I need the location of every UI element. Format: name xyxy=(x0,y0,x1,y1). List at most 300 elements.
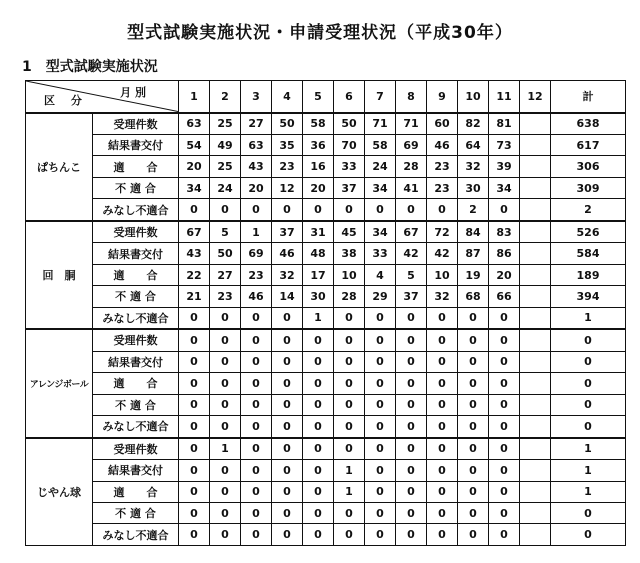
value-cell: 0 xyxy=(210,460,241,481)
value-cell: 46 xyxy=(241,286,272,307)
value-cell: 20 xyxy=(241,177,272,198)
category-label: 区 分 xyxy=(44,93,88,107)
value-cell: 0 xyxy=(489,502,520,523)
value-cell: 0 xyxy=(427,307,458,329)
value-cell: 0 xyxy=(210,524,241,546)
value-cell: 58 xyxy=(303,113,334,135)
category-cell: アレンジボール xyxy=(26,329,93,437)
value-cell: 0 xyxy=(396,394,427,415)
value-cell: 0 xyxy=(303,502,334,523)
value-cell: 0 xyxy=(396,438,427,460)
value-cell: 83 xyxy=(489,221,520,243)
value-cell: 0 xyxy=(210,307,241,329)
value-cell xyxy=(520,221,551,243)
row-label: 不 適 合 xyxy=(93,502,179,523)
value-cell: 0 xyxy=(396,373,427,394)
row-label: みなし不適合 xyxy=(93,307,179,329)
value-cell: 0 xyxy=(179,460,210,481)
total-cell: 0 xyxy=(551,524,626,546)
value-cell: 0 xyxy=(241,329,272,351)
value-cell: 50 xyxy=(210,243,241,264)
value-cell xyxy=(520,524,551,546)
value-cell: 39 xyxy=(489,156,520,177)
category-cell: じやん球 xyxy=(26,438,93,546)
value-cell: 0 xyxy=(396,481,427,502)
table-row xyxy=(26,156,626,177)
value-cell: 0 xyxy=(458,524,489,546)
table-row xyxy=(26,481,626,502)
total-cell: 1 xyxy=(551,460,626,481)
month-header-7: 7 xyxy=(365,81,396,113)
row-label: 結果書交付 xyxy=(93,135,179,156)
total-cell: 189 xyxy=(551,264,626,285)
total-cell: 0 xyxy=(551,416,626,438)
value-cell: 71 xyxy=(365,113,396,135)
table-row xyxy=(26,373,626,394)
value-cell: 0 xyxy=(365,524,396,546)
value-cell: 5 xyxy=(210,221,241,243)
value-cell: 32 xyxy=(427,286,458,307)
value-cell xyxy=(520,329,551,351)
row-label: 受理件数 xyxy=(93,221,179,243)
value-cell: 20 xyxy=(489,264,520,285)
value-cell: 17 xyxy=(303,264,334,285)
value-cell: 0 xyxy=(241,373,272,394)
value-cell: 0 xyxy=(489,329,520,351)
value-cell: 0 xyxy=(427,329,458,351)
row-label: 結果書交付 xyxy=(93,351,179,372)
value-cell: 0 xyxy=(334,373,365,394)
table-row xyxy=(26,199,626,221)
table-row xyxy=(26,460,626,481)
total-header: 計 xyxy=(551,81,626,113)
value-cell: 0 xyxy=(396,502,427,523)
value-cell: 0 xyxy=(396,460,427,481)
value-cell: 0 xyxy=(458,351,489,372)
value-cell: 0 xyxy=(365,329,396,351)
value-cell: 0 xyxy=(334,502,365,523)
row-label: みなし不適合 xyxy=(93,199,179,221)
table-row xyxy=(26,286,626,307)
month-header-9: 9 xyxy=(427,81,458,113)
row-label: みなし不適合 xyxy=(93,416,179,438)
value-cell: 37 xyxy=(334,177,365,198)
value-cell: 22 xyxy=(179,264,210,285)
total-cell: 0 xyxy=(551,351,626,372)
value-cell: 0 xyxy=(179,438,210,460)
month-header-8: 8 xyxy=(396,81,427,113)
category-cell: ぱちんこ xyxy=(26,113,93,221)
value-cell: 19 xyxy=(458,264,489,285)
value-cell: 0 xyxy=(241,199,272,221)
value-cell: 0 xyxy=(427,438,458,460)
value-cell: 0 xyxy=(365,416,396,438)
value-cell: 86 xyxy=(489,243,520,264)
value-cell: 0 xyxy=(210,351,241,372)
value-cell: 0 xyxy=(365,394,396,415)
value-cell xyxy=(520,481,551,502)
value-cell: 0 xyxy=(365,373,396,394)
row-label: 受理件数 xyxy=(93,438,179,460)
value-cell: 42 xyxy=(427,243,458,264)
month-header-12: 12 xyxy=(520,81,551,113)
value-cell: 84 xyxy=(458,221,489,243)
table-row xyxy=(26,329,626,351)
value-cell: 0 xyxy=(241,502,272,523)
value-cell: 0 xyxy=(303,199,334,221)
value-cell: 0 xyxy=(241,416,272,438)
value-cell: 0 xyxy=(272,329,303,351)
table-row xyxy=(26,438,626,460)
value-cell: 0 xyxy=(458,394,489,415)
value-cell: 23 xyxy=(272,156,303,177)
value-cell: 64 xyxy=(458,135,489,156)
value-cell: 87 xyxy=(458,243,489,264)
value-cell: 34 xyxy=(489,177,520,198)
row-label: 適 合 xyxy=(93,373,179,394)
value-cell: 0 xyxy=(427,524,458,546)
inspection-table xyxy=(25,80,626,546)
row-label: みなし不適合 xyxy=(93,524,179,546)
value-cell: 69 xyxy=(396,135,427,156)
value-cell: 0 xyxy=(396,351,427,372)
value-cell: 0 xyxy=(489,438,520,460)
value-cell: 0 xyxy=(334,524,365,546)
value-cell: 0 xyxy=(427,460,458,481)
value-cell: 0 xyxy=(489,394,520,415)
value-cell: 24 xyxy=(365,156,396,177)
value-cell: 0 xyxy=(272,524,303,546)
value-cell: 10 xyxy=(427,264,458,285)
table-row xyxy=(26,307,626,329)
value-cell: 82 xyxy=(458,113,489,135)
value-cell: 0 xyxy=(179,394,210,415)
value-cell: 0 xyxy=(210,329,241,351)
value-cell: 0 xyxy=(427,199,458,221)
value-cell: 23 xyxy=(427,177,458,198)
value-cell: 25 xyxy=(210,156,241,177)
value-cell xyxy=(520,460,551,481)
value-cell: 0 xyxy=(365,199,396,221)
value-cell: 0 xyxy=(210,394,241,415)
value-cell: 20 xyxy=(303,177,334,198)
total-cell: 394 xyxy=(551,286,626,307)
value-cell: 0 xyxy=(272,438,303,460)
row-label: 適 合 xyxy=(93,264,179,285)
total-cell: 0 xyxy=(551,373,626,394)
value-cell: 0 xyxy=(365,351,396,372)
value-cell: 0 xyxy=(241,460,272,481)
value-cell: 0 xyxy=(489,351,520,372)
value-cell: 0 xyxy=(210,199,241,221)
value-cell: 0 xyxy=(334,394,365,415)
value-cell xyxy=(520,351,551,372)
value-cell: 1 xyxy=(334,460,365,481)
row-label: 不 適 合 xyxy=(93,177,179,198)
value-cell: 0 xyxy=(334,199,365,221)
value-cell: 48 xyxy=(303,243,334,264)
value-cell: 0 xyxy=(303,394,334,415)
table-row xyxy=(26,264,626,285)
table-row xyxy=(26,502,626,523)
value-cell: 67 xyxy=(396,221,427,243)
row-label: 不 適 合 xyxy=(93,394,179,415)
value-cell: 28 xyxy=(396,156,427,177)
value-cell: 24 xyxy=(210,177,241,198)
value-cell: 30 xyxy=(303,286,334,307)
value-cell: 0 xyxy=(489,307,520,329)
value-cell: 0 xyxy=(458,373,489,394)
table-row xyxy=(26,113,626,135)
value-cell: 0 xyxy=(179,502,210,523)
value-cell: 69 xyxy=(241,243,272,264)
value-cell xyxy=(520,502,551,523)
value-cell xyxy=(520,135,551,156)
value-cell: 73 xyxy=(489,135,520,156)
total-cell: 617 xyxy=(551,135,626,156)
value-cell: 0 xyxy=(179,307,210,329)
month-label: 月 別 xyxy=(120,86,146,99)
value-cell: 32 xyxy=(458,156,489,177)
month-header-6: 6 xyxy=(334,81,365,113)
value-cell: 0 xyxy=(303,351,334,372)
value-cell: 30 xyxy=(458,177,489,198)
value-cell: 12 xyxy=(272,177,303,198)
value-cell: 0 xyxy=(365,438,396,460)
value-cell: 0 xyxy=(365,502,396,523)
table-body xyxy=(26,81,626,546)
value-cell: 20 xyxy=(179,156,210,177)
value-cell: 0 xyxy=(303,481,334,502)
row-label: 結果書交付 xyxy=(93,243,179,264)
value-cell: 38 xyxy=(334,243,365,264)
value-cell: 1 xyxy=(334,481,365,502)
row-label: 不 適 合 xyxy=(93,286,179,307)
page-title: 型式試験実施状況・申請受理状況（平成30年） xyxy=(127,23,513,43)
value-cell: 0 xyxy=(427,351,458,372)
table-row xyxy=(26,243,626,264)
value-cell: 0 xyxy=(458,416,489,438)
value-cell: 0 xyxy=(489,481,520,502)
value-cell: 0 xyxy=(396,524,427,546)
value-cell: 0 xyxy=(272,481,303,502)
value-cell: 23 xyxy=(241,264,272,285)
value-cell: 72 xyxy=(427,221,458,243)
value-cell: 0 xyxy=(334,307,365,329)
value-cell: 0 xyxy=(272,502,303,523)
value-cell: 1 xyxy=(303,307,334,329)
row-label: 適 合 xyxy=(93,481,179,502)
value-cell: 0 xyxy=(458,460,489,481)
month-header-11: 11 xyxy=(489,81,520,113)
value-cell: 0 xyxy=(179,524,210,546)
value-cell: 41 xyxy=(396,177,427,198)
value-cell: 5 xyxy=(396,264,427,285)
value-cell: 0 xyxy=(272,351,303,372)
value-cell: 0 xyxy=(303,524,334,546)
value-cell: 0 xyxy=(241,307,272,329)
value-cell: 4 xyxy=(365,264,396,285)
month-header-4: 4 xyxy=(272,81,303,113)
value-cell: 0 xyxy=(272,460,303,481)
value-cell: 23 xyxy=(210,286,241,307)
value-cell: 71 xyxy=(396,113,427,135)
value-cell: 43 xyxy=(241,156,272,177)
value-cell: 1 xyxy=(210,438,241,460)
value-cell: 0 xyxy=(241,394,272,415)
value-cell: 21 xyxy=(179,286,210,307)
value-cell: 29 xyxy=(365,286,396,307)
value-cell: 31 xyxy=(303,221,334,243)
value-cell: 1 xyxy=(241,221,272,243)
table-row xyxy=(26,135,626,156)
value-cell: 34 xyxy=(179,177,210,198)
table-row xyxy=(26,524,626,546)
value-cell: 0 xyxy=(210,416,241,438)
value-cell: 28 xyxy=(334,286,365,307)
corner-header-cell xyxy=(26,81,179,113)
month-header-3: 3 xyxy=(241,81,272,113)
total-cell: 0 xyxy=(551,394,626,415)
value-cell: 0 xyxy=(179,199,210,221)
value-cell: 27 xyxy=(241,113,272,135)
value-cell: 0 xyxy=(396,416,427,438)
value-cell: 0 xyxy=(458,481,489,502)
value-cell: 2 xyxy=(458,199,489,221)
value-cell: 81 xyxy=(489,113,520,135)
value-cell: 0 xyxy=(272,394,303,415)
row-label: 適 合 xyxy=(93,156,179,177)
value-cell xyxy=(520,416,551,438)
value-cell: 0 xyxy=(241,351,272,372)
value-cell: 0 xyxy=(303,329,334,351)
value-cell: 0 xyxy=(179,351,210,372)
value-cell: 0 xyxy=(396,307,427,329)
value-cell: 0 xyxy=(179,373,210,394)
value-cell: 0 xyxy=(210,373,241,394)
value-cell: 0 xyxy=(458,307,489,329)
value-cell: 70 xyxy=(334,135,365,156)
table-row xyxy=(26,221,626,243)
value-cell: 35 xyxy=(272,135,303,156)
value-cell: 0 xyxy=(365,307,396,329)
value-cell: 0 xyxy=(303,438,334,460)
value-cell: 0 xyxy=(427,502,458,523)
value-cell xyxy=(520,307,551,329)
value-cell: 33 xyxy=(365,243,396,264)
value-cell: 0 xyxy=(179,416,210,438)
value-cell: 60 xyxy=(427,113,458,135)
value-cell: 42 xyxy=(396,243,427,264)
value-cell: 32 xyxy=(272,264,303,285)
total-cell: 526 xyxy=(551,221,626,243)
value-cell: 0 xyxy=(427,481,458,502)
value-cell: 49 xyxy=(210,135,241,156)
value-cell: 46 xyxy=(427,135,458,156)
value-cell: 0 xyxy=(458,329,489,351)
value-cell: 34 xyxy=(365,221,396,243)
value-cell xyxy=(520,373,551,394)
value-cell: 0 xyxy=(458,502,489,523)
value-cell: 46 xyxy=(272,243,303,264)
value-cell: 68 xyxy=(458,286,489,307)
value-cell: 0 xyxy=(427,394,458,415)
value-cell xyxy=(520,156,551,177)
value-cell: 43 xyxy=(179,243,210,264)
value-cell: 0 xyxy=(396,199,427,221)
value-cell: 0 xyxy=(210,481,241,502)
value-cell: 0 xyxy=(334,329,365,351)
value-cell: 10 xyxy=(334,264,365,285)
value-cell: 0 xyxy=(179,481,210,502)
value-cell: 0 xyxy=(272,373,303,394)
value-cell: 16 xyxy=(303,156,334,177)
value-cell: 0 xyxy=(427,373,458,394)
value-cell: 14 xyxy=(272,286,303,307)
value-cell: 0 xyxy=(272,307,303,329)
value-cell: 0 xyxy=(303,460,334,481)
value-cell xyxy=(520,438,551,460)
value-cell: 0 xyxy=(303,373,334,394)
value-cell xyxy=(520,243,551,264)
value-cell: 63 xyxy=(179,113,210,135)
value-cell: 0 xyxy=(489,416,520,438)
value-cell: 66 xyxy=(489,286,520,307)
total-cell: 0 xyxy=(551,329,626,351)
value-cell xyxy=(520,264,551,285)
total-cell: 309 xyxy=(551,177,626,198)
value-cell: 0 xyxy=(365,481,396,502)
value-cell: 0 xyxy=(489,460,520,481)
value-cell: 27 xyxy=(210,264,241,285)
value-cell: 0 xyxy=(241,524,272,546)
category-cell: 回 胴 xyxy=(26,221,93,329)
section-heading: 1 型式試験実施状況 xyxy=(22,59,158,75)
table-row xyxy=(26,416,626,438)
value-cell: 0 xyxy=(334,351,365,372)
row-label: 受理件数 xyxy=(93,329,179,351)
value-cell: 25 xyxy=(210,113,241,135)
table-header-row xyxy=(26,81,626,113)
value-cell: 50 xyxy=(334,113,365,135)
value-cell xyxy=(520,113,551,135)
month-header-2: 2 xyxy=(210,81,241,113)
value-cell: 33 xyxy=(334,156,365,177)
value-cell: 0 xyxy=(365,460,396,481)
table-row xyxy=(26,351,626,372)
total-cell: 638 xyxy=(551,113,626,135)
total-cell: 1 xyxy=(551,438,626,460)
value-cell: 0 xyxy=(179,329,210,351)
value-cell: 0 xyxy=(241,481,272,502)
value-cell: 0 xyxy=(303,416,334,438)
total-cell: 584 xyxy=(551,243,626,264)
value-cell: 0 xyxy=(489,373,520,394)
value-cell: 0 xyxy=(210,502,241,523)
value-cell: 36 xyxy=(303,135,334,156)
value-cell: 37 xyxy=(396,286,427,307)
value-cell: 0 xyxy=(334,438,365,460)
value-cell: 63 xyxy=(241,135,272,156)
value-cell: 58 xyxy=(365,135,396,156)
value-cell: 67 xyxy=(179,221,210,243)
total-cell: 1 xyxy=(551,481,626,502)
value-cell: 0 xyxy=(272,199,303,221)
value-cell: 34 xyxy=(365,177,396,198)
value-cell: 0 xyxy=(427,416,458,438)
value-cell xyxy=(520,286,551,307)
total-cell: 0 xyxy=(551,502,626,523)
